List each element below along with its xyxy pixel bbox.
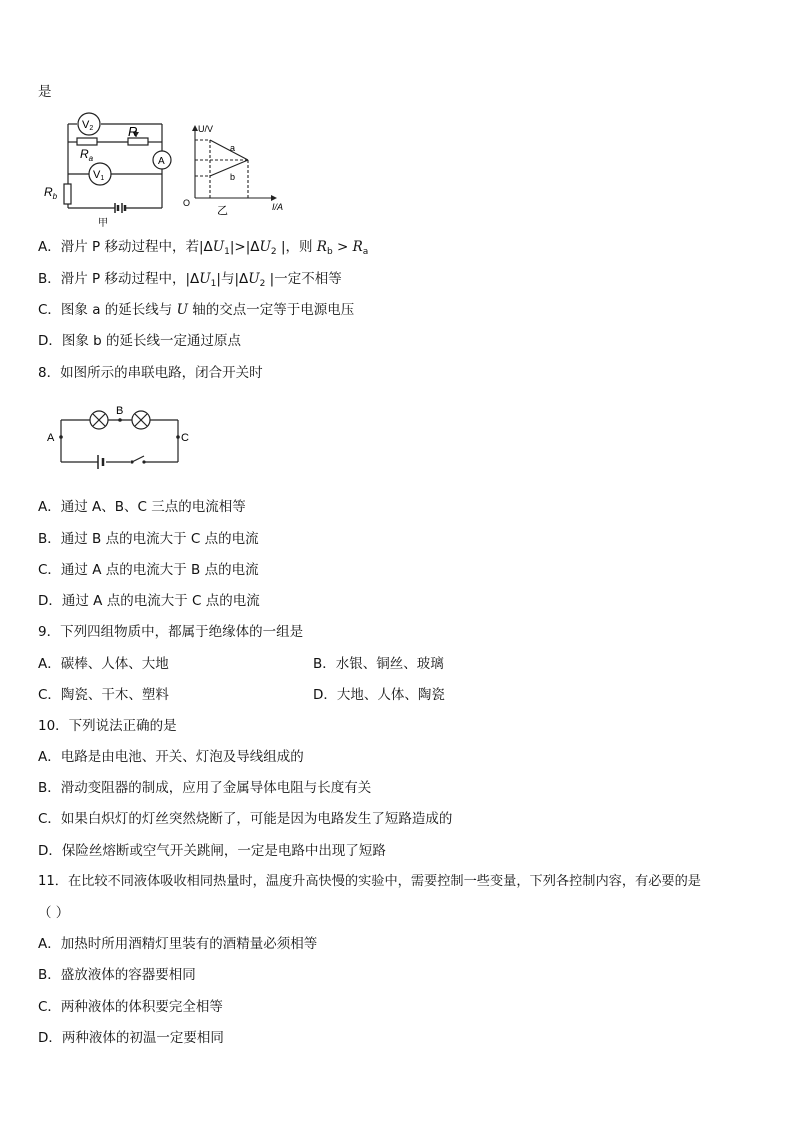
circuit-figure-jia bbox=[40, 106, 180, 231]
q9-option-c: C．陶瓷、干木、塑料 bbox=[38, 687, 169, 703]
lead-text: 是 bbox=[38, 84, 52, 100]
graph-x-label: I/A bbox=[272, 202, 284, 212]
q10-option-a: A．电路是由电池、开关、灯泡及导线组成的 bbox=[38, 749, 304, 765]
q11-stem: 11．在比较不同液体吸收相同热量时，温度升高快慢的实验中，需要控制一些变量，下列各控制内容，有必要的是 bbox=[38, 874, 701, 889]
v2-label: V2 bbox=[82, 119, 94, 132]
q11-option-b: B．盛放液体的容器要相同 bbox=[38, 967, 196, 983]
rb-label: $R_b$ bbox=[44, 185, 58, 201]
line-b-label: b bbox=[230, 172, 236, 182]
graph-y-label: U/V bbox=[198, 124, 214, 134]
line-a-label: a bbox=[230, 143, 236, 153]
v1-label: V1 bbox=[93, 169, 105, 182]
q10-stem: 10．下列说法正确的是 bbox=[38, 718, 177, 734]
q11-option-d: D．两种液体的初温一定要相同 bbox=[38, 1030, 224, 1046]
q8-option-d: D．通过 A 点的电流大于 C 点的电流 bbox=[38, 593, 260, 609]
q8-option-b: B．通过 B 点的电流大于 C 点的电流 bbox=[38, 531, 259, 547]
q9-stem: 9．下列四组物质中，都属于绝缘体的一组是 bbox=[38, 624, 304, 640]
q7-option-d: D．图象 b 的延长线一定通过原点 bbox=[38, 333, 242, 349]
q7-option-c: C．图象 a 的延长线与 U 轴的交点一定等于电源电压 bbox=[38, 302, 355, 318]
q11-option-a: A．加热时所用酒精灯里装有的酒精量必须相等 bbox=[38, 936, 318, 952]
ra-label: $R_a$ bbox=[80, 147, 94, 163]
q8-option-c: C．通过 A 点的电流大于 B 点的电流 bbox=[38, 562, 259, 578]
q9-option-d: D．大地、人体、陶瓷 bbox=[313, 687, 445, 703]
r-label: R bbox=[128, 124, 138, 139]
q11-answer-paren: （ ） bbox=[38, 905, 70, 921]
ui-graph-yi bbox=[180, 118, 290, 218]
point-b-label: B bbox=[116, 405, 124, 417]
q7-option-a: A．滑片 P 移动过程中，若$|\Delta U_1|>|\Delta U_2$ |，则 $R_b > R_a$ bbox=[38, 239, 369, 257]
point-a-label: A bbox=[47, 432, 55, 444]
series-circuit-figure bbox=[44, 400, 204, 472]
q7-option-b: B．滑片 P 移动过程中，$|\Delta U_1|$与$|\Delta U_2$ |一定不相等 bbox=[38, 271, 342, 289]
q10-option-d: D．保险丝熔断或空气开关跳闸，一定是电路中出现了短路 bbox=[38, 843, 386, 859]
q8-stem: 8．如图所示的串联电路，闭合开关时 bbox=[38, 365, 263, 381]
q9-option-a: A．碳棒、人体、大地 bbox=[38, 656, 169, 672]
q10-option-b: B．滑动变阻器的制成，应用了金属导体电阻与长度有关 bbox=[38, 780, 372, 796]
q10-option-c: C．如果白炽灯的灯丝突然烧断了，可能是因为电路发生了短路造成的 bbox=[38, 811, 453, 827]
jia-caption: 甲 bbox=[98, 218, 108, 229]
graph-origin: O bbox=[183, 198, 191, 208]
q9-option-b: B．水银、铜丝、玻璃 bbox=[313, 656, 444, 672]
yi-caption: 乙 bbox=[217, 205, 228, 217]
point-c-label: C bbox=[181, 432, 189, 444]
ammeter-label: A bbox=[158, 156, 165, 167]
q11-option-c: C．两种液体的体积要完全相等 bbox=[38, 999, 223, 1015]
q8-option-a: A．通过 A、B、C 三点的电流相等 bbox=[38, 499, 246, 515]
